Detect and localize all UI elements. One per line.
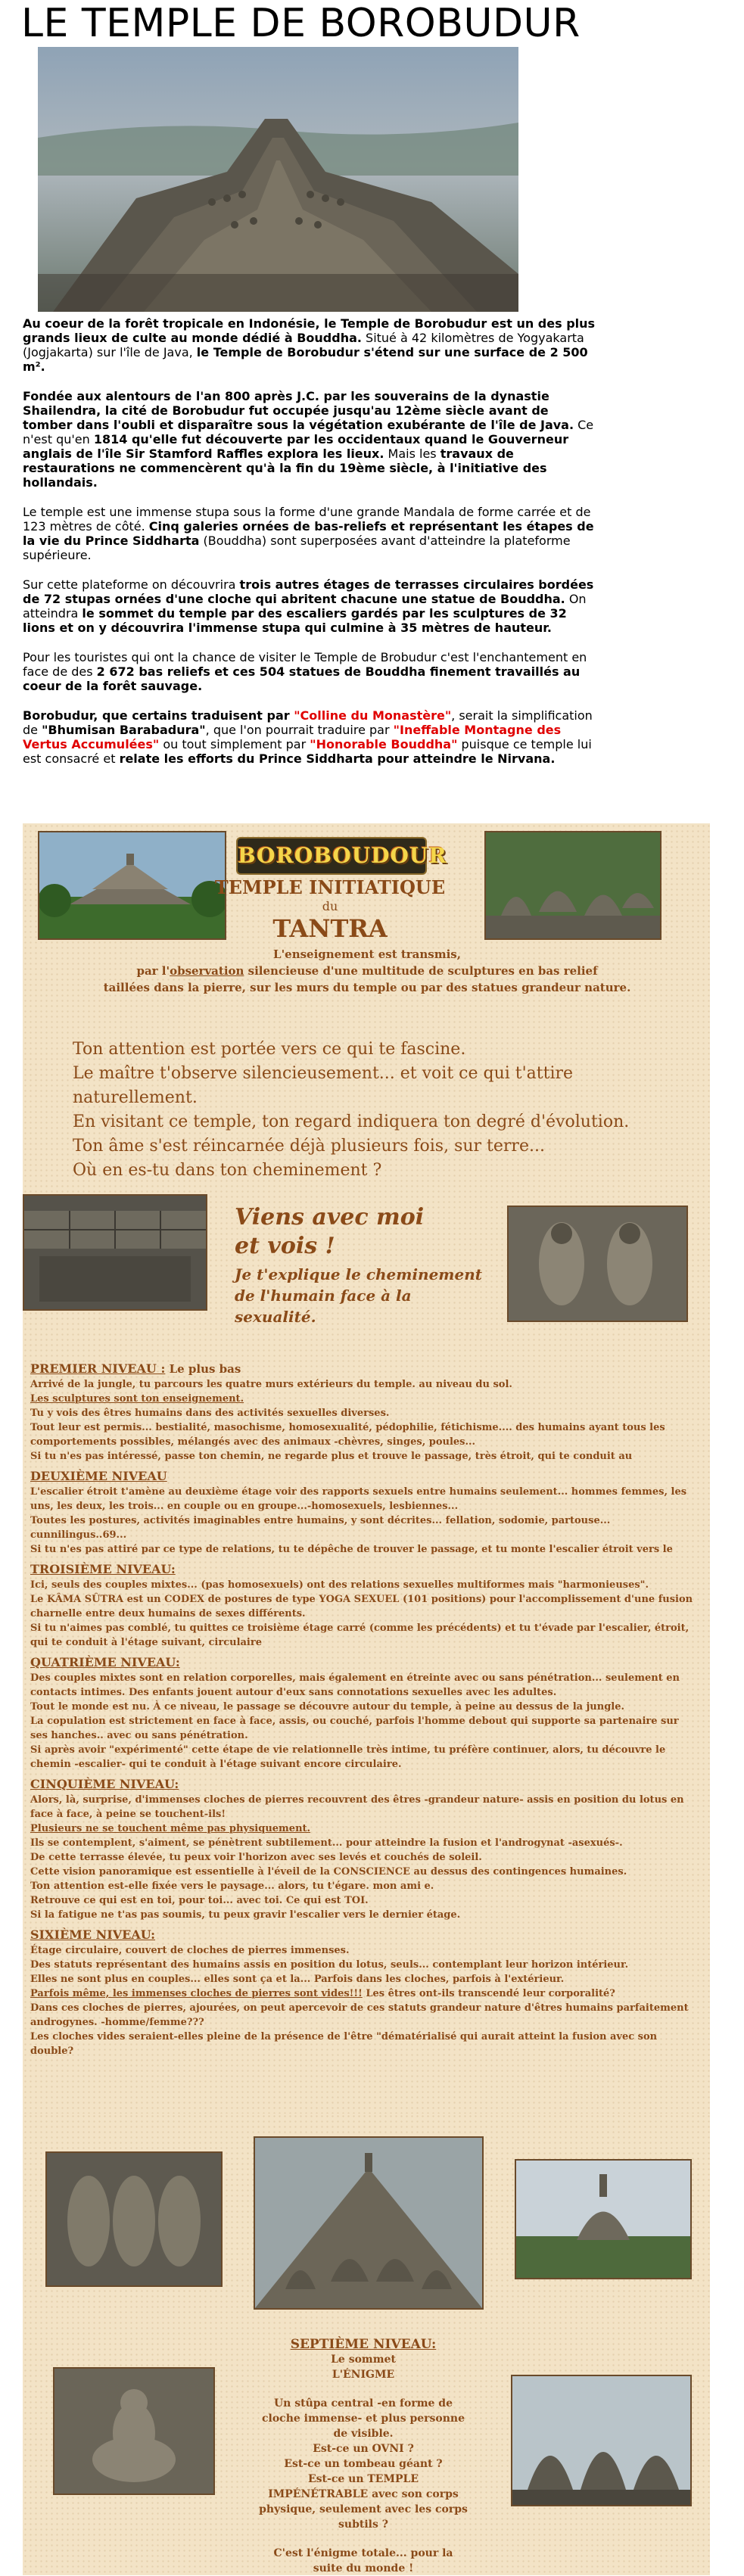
summit-stupa-photo xyxy=(515,2159,692,2279)
intro-text-segment: ou tout simplement par xyxy=(159,737,310,751)
level-line: Cette vision panoramique est essentielle à l'éveil de la CONSCIENCE au dessus des contingences humaines. xyxy=(30,1866,627,1878)
level-block xyxy=(30,1654,698,1772)
intro-paragraph xyxy=(23,650,602,693)
poem-line: En visitant ce temple, ton regard indiquera ton degré d'évolution. xyxy=(73,1112,630,1131)
transmission-text: L'enseignement est transmis, par l'observation silencieuse d'une multitude de sculptures en bas relief taillées dans la pierre, sur les murs du temple ou par des statues grandeur nature. xyxy=(103,947,631,994)
temple-initiatique-heading: TEMPLE INITIATIQUE xyxy=(214,876,446,898)
intro-text-segment: puisque ce temple lui est consacré et xyxy=(23,737,592,766)
level-line: Si tu n'aimes pas comblé, tu quittes ce troisième étage carré (comme les précédents) et tu t'évade par l'escalier, étroit, qui te conduit à l'étage suivant, circulaire xyxy=(30,1622,690,1648)
level-line: Elles ne sont plus en couples... elles sont ça et la... Parfois dans les cloches, parfois à l'extérieur. xyxy=(30,1974,565,1985)
level-line: Le KÂMA SÛTRA est un CODEX de postures de type YOGA SEXUEL (101 positions) pour l'accomplissement d'une fusion charnelle entre deux humains de sexes différents. xyxy=(30,1594,693,1619)
level-line: Tout le monde est nu. À ce niveau, le passage se découvre autour du temple, à peine au dessus de la jungle. xyxy=(30,1701,625,1713)
septieme-line: Est-ce un OVNI ? xyxy=(313,2443,414,2455)
boroboudour-logo: BOROBOUDOUR xyxy=(236,837,427,875)
temple-aerial-photo xyxy=(38,47,518,312)
level-line: Plusieurs ne se touchent même pas physiquement. xyxy=(30,1823,311,1834)
tantra-heading: TANTRA xyxy=(272,914,388,943)
page-title: LE TEMPLE DE BOROBUDUR xyxy=(21,1,581,46)
intro-text-segment: Borobudur, que certains traduisent par xyxy=(23,708,294,723)
level-line: Parfois même, les immenses cloches de pierres sont vides!!! Les êtres ont-ils transcendé leur corporalité? xyxy=(30,1988,615,1999)
levels-list xyxy=(30,1361,698,2063)
level-title: CINQUIÈME NIVEAU: xyxy=(30,1777,179,1791)
septieme-line: Un stûpa central -en forme de cloche immense- et plus personne de visible. xyxy=(261,2397,465,2440)
bell-stupas-photo xyxy=(511,2375,692,2506)
levels-panel xyxy=(23,1353,710,2114)
level-line: Si après avoir "expérimenté" cette étape de vie relationnelle très intime, tu préfère continuer, alors, tu découvre le chemin -escalier- qui te conduit à l'étage suivant encore circulaire. xyxy=(30,1744,666,1770)
intro-text-segment: (Bouddha) sont superposées avant d'atteindre la plateforme supérieure. xyxy=(23,534,571,562)
septieme-line: Le sommet xyxy=(331,2354,396,2366)
summit-panel xyxy=(23,2114,710,2575)
septieme-niveau xyxy=(257,2337,469,2576)
intro-text-segment: 1814 qu'elle fut découverte par les occidentaux quand le Gouverneur anglais de l'île Sir Stamford Raffles explora les lieux. xyxy=(23,432,569,461)
intro-text-segment: Sur cette plateforme on découvrira xyxy=(23,577,240,592)
relief-walkway-photo xyxy=(23,1194,207,1311)
level-line: Si la fatigue ne t'as pas soumis, tu peux gravir l'escalier vers le dernier étage. xyxy=(30,1909,461,1921)
intro-text xyxy=(23,316,602,781)
level-line: Ils se contemplent, s'aiment, se pénètrent subtilement... pour atteindre la fusion et l'androgynat -asexués-. xyxy=(30,1837,623,1849)
level-line: Tu y vois des êtres humains dans des activités sexuelles diverses. xyxy=(30,1408,390,1419)
level-line: Tout leur est permis... bestialité, masochisme, homosexualité, pédophilie, fétichisme.... des humains ayant tous les comportements possibles, mélangés avec des animaux -chèvres, singes, poules... xyxy=(30,1422,665,1448)
septieme-line: L'ÉNIGME xyxy=(332,2369,395,2381)
level-line: Arrivé de la jungle, tu parcours les quatre murs extérieurs du temple. au niveau du sol. xyxy=(30,1379,512,1390)
level-line: Ton attention est-elle fixée vers le paysage... alors, tu t'égare. mon ami e. xyxy=(30,1881,434,1892)
level-line: Des statuts représentant des humains assis en position du lotus, seuls... contemplant leur horizon intérieur. xyxy=(30,1959,629,1971)
level-line: Toutes les postures, activités imaginables entre humains, y sont décrites... fellation, sodomie, partouse... cunnilingus..69... xyxy=(30,1515,611,1541)
temple-forest-photo xyxy=(38,831,226,940)
level-subtitle: Le plus bas xyxy=(165,1362,241,1376)
level-line: Les cloches vides seraient-elles pleine de la présence de l'être "dématérialisé qui aurait atteint la fusion avec son double? xyxy=(30,2031,658,2057)
tantra-panel xyxy=(23,823,710,1353)
intro-text-segment: Au coeur de la forêt tropicale en Indonésie, le Temple de Borobudur est un des plus grands lieux de culte au monde dédié à Bouddha. xyxy=(23,316,596,345)
level-block xyxy=(30,1361,698,1464)
level-line: Ici, seuls des couples mixtes... (pas homosexuels) ont des relations sexuelles multiformes mais "harmonieuses". xyxy=(30,1579,649,1591)
septieme-niveau-title: SEPTIÈME NIVEAU: xyxy=(290,2337,437,2352)
intro-paragraph xyxy=(23,389,602,490)
intro-text-segment: trois autres étages de terrasses circulaires bordées de 72 stupas ornées d'une cloche qui abritent chacune une statue de Bouddha. xyxy=(23,577,594,606)
intro-text-segment: , serait la simplification de xyxy=(23,708,593,737)
level-line: Étage circulaire, couvert de cloches de pierres immenses. xyxy=(30,1945,350,1956)
intro-text-segment: Pour les touristes qui ont la chance de visiter le Temple de Brobudur c'est l'enchantement en face de des xyxy=(23,650,587,679)
intro-text-segment: Situé à 42 kilomètres de Yogyakarta (Jogjakarta) sur l'île de Java, xyxy=(23,331,584,359)
level-block xyxy=(30,1927,698,2058)
intro-text-segment: Le temple est une immense stupa sous la forme d'une grande Mandala de forme carrée et de 123 mètres de côté. xyxy=(23,505,591,534)
carved-relief-photo xyxy=(45,2151,223,2287)
septieme-line: Est-ce un tombeau géant ? xyxy=(284,2458,443,2470)
intro-text-segment: Cinq galeries ornées de bas-reliefs et représentant les étapes de la vie du Prince Siddharta xyxy=(23,519,594,548)
septieme-line: C'est l'énigme totale... pour la suite du monde ! xyxy=(273,2547,453,2574)
level-line: Si tu n'es pas attiré par ce type de relations, tu te dépêche de trouver le passage, et tu monte l'escalier étroit vers le xyxy=(30,1544,673,1555)
level-block xyxy=(30,1561,698,1650)
poem xyxy=(73,1038,648,1183)
level-block xyxy=(30,1468,698,1557)
intro-text-segment: le sommet du temple par des escaliers gardés par les sculptures de 32 lions et on y découvrira l'immense stupa qui culmine à 35 mètres de hauteur. xyxy=(23,606,567,635)
level-title: QUATRIÈME NIVEAU: xyxy=(30,1655,180,1669)
septieme-line: Est-ce un TEMPLE IMPÉNÉTRABLE avec son corps physique, seulement avec les corps subtils ? xyxy=(259,2473,468,2531)
intro-text-segment: "Honorable Bouddha" xyxy=(310,737,458,751)
intro-text-segment: "Colline du Monastère" xyxy=(294,708,452,723)
relief-figures-photo xyxy=(507,1206,688,1322)
level-line: L'escalier étroit t'amène au deuxième étage voir des rapports sexuels entre humains seulement... hommes femmes, les uns, les deux, les trois... en couple ou en groupe...-homosexuels, lesbiennes... xyxy=(30,1486,687,1512)
stupa-terraces-photo xyxy=(254,2136,484,2310)
level-line: Si tu n'es pas intéressé, passe ton chemin, ne regarde plus et trouve le passage, très étroit, qui te conduit au xyxy=(30,1451,633,1462)
poem-line: Ton âme s'est réincarnée déjà plusieurs fois, sur terre... xyxy=(73,1137,545,1156)
level-line: Les sculptures sont ton enseignement. xyxy=(30,1393,244,1405)
intro-paragraph xyxy=(23,708,602,766)
intro-text-segment: "Ineffable Montagne des Vertus Accumulées" xyxy=(23,723,562,751)
poem-line: Ton attention est portée vers ce qui te fascine. xyxy=(73,1040,466,1059)
level-title: DEUXIÈME NIVEAU xyxy=(30,1469,167,1483)
viens-avec-moi: Viens avec moi et vois ! Je t'explique le cheminement de l'humain face à la sexualité. xyxy=(235,1204,482,1326)
level-line: Dans ces cloches de pierres, ajourées, on peut apercevoir de ces statuts grandeur nature d'êtres humains parfaitement androgynes. -homme/femme??? xyxy=(30,2002,689,2028)
intro-paragraph xyxy=(23,316,602,374)
intro-text-segment: relate les efforts du Prince Siddharta pour atteindre le Nirvana. xyxy=(119,751,556,766)
intro-text-segment: On atteindra xyxy=(23,592,587,621)
intro-text-segment: "Bhumisan Barabadura" xyxy=(42,723,206,737)
intro-text-segment: , que l'on pourrait traduire par xyxy=(205,723,394,737)
intro-text-segment: le Temple de Borobudur s'étend sur une surface de 2 500 m². xyxy=(23,345,588,374)
level-line: De cette terrasse élevée, tu peux voir l'horizon avec ses levés et couchés de soleil. xyxy=(30,1852,482,1863)
level-line: Retrouve ce qui est en toi, pour toi... avec toi. Ce qui est TOI. xyxy=(30,1895,369,1906)
level-title: PREMIER NIVEAU : xyxy=(30,1361,166,1376)
intro-text-segment: Ce n'est qu'en xyxy=(23,418,594,446)
level-block xyxy=(30,1776,698,1922)
stupas-photo xyxy=(484,831,662,940)
intro-text-segment: 2 672 bas reliefs et ces 504 statues de Bouddha finement travaillés au coeur de la forêt sauvage. xyxy=(23,664,581,693)
poem-line: Le maître t'observe silencieusement... et voit ce qui t'attire naturellement. xyxy=(73,1064,574,1107)
buddha-statue-photo xyxy=(53,2367,215,2495)
intro-text-segment: Mais les xyxy=(384,446,440,461)
level-line: Des couples mixtes sont en relation corporelles, mais également en étreinte avec ou sans pénétration... seulement en contacts intimes. Des enfants jouent autour d'eux sans connotations sexuelles avec les adultes. xyxy=(30,1672,680,1698)
intro-text-segment: Fondée aux alentours de l'an 800 après J.C. par les souverains de la dynastie Shailendra, la cité de Borobudur fut occupée jusqu'au 12ème siècle avant de tomber dans l'oubli et disparaître sous la végétation exubérante de l'île de Java. xyxy=(23,389,574,432)
intro-paragraph xyxy=(23,505,602,562)
poem-line: Où en es-tu dans ton cheminement ? xyxy=(73,1161,382,1180)
level-line: Alors, là, surprise, d'immenses cloches de pierres recouvrent des êtres -grandeur nature- assis en position du lotus en face à face, à peine se touchent-ils! xyxy=(30,1794,684,1820)
level-line: La copulation est strictement en face à face, assis, ou couché, parfois l'homme debout qui supporte sa partenaire sur ses hanches.. avec ou sans pénétration. xyxy=(30,1716,679,1741)
du-text: du xyxy=(322,899,338,913)
intro-text-segment: travaux de restaurations ne commencèrent qu'à la fin du 19ème siècle, à l'initiative des hollandais. xyxy=(23,446,547,490)
intro-paragraph xyxy=(23,577,602,635)
level-title: SIXIÈME NIVEAU: xyxy=(30,1927,156,1942)
level-title: TROISIÈME NIVEAU: xyxy=(30,1562,176,1576)
